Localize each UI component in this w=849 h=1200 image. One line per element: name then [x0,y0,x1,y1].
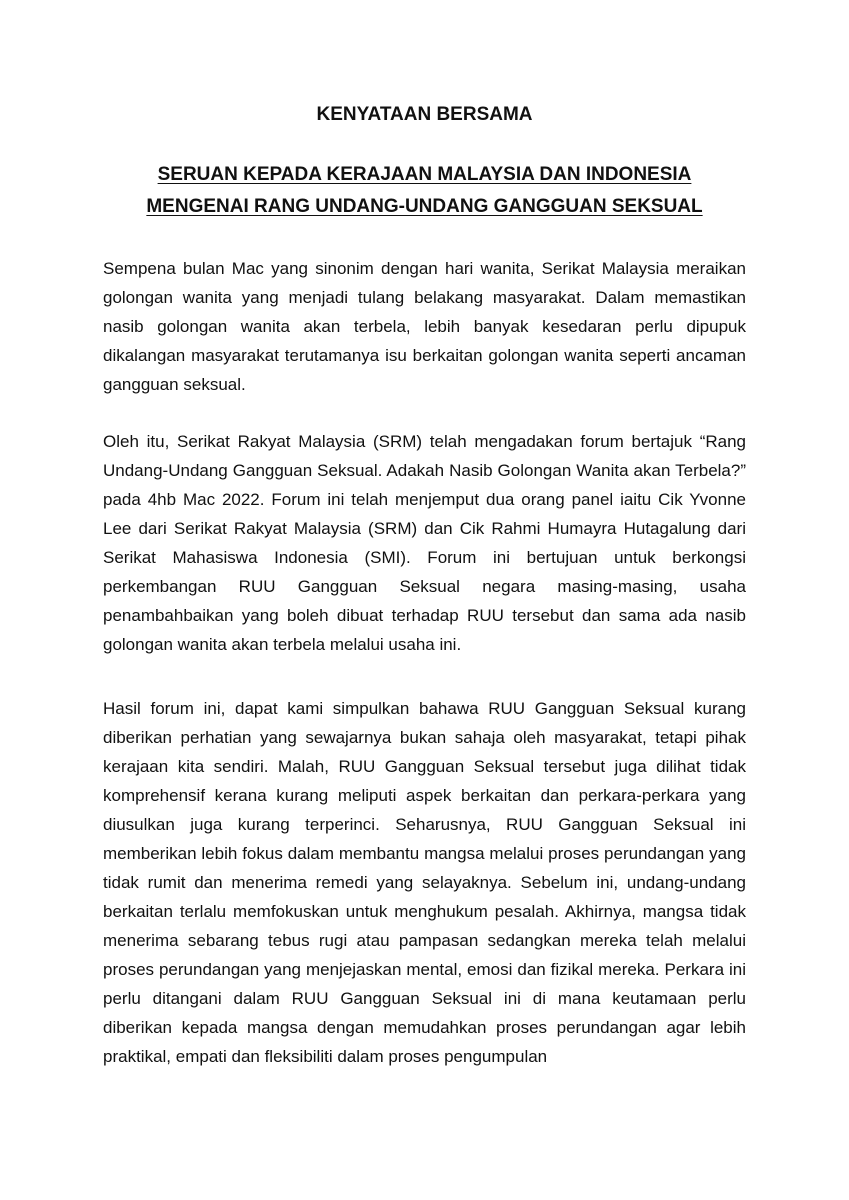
paragraph-intro: Sempena bulan Mac yang sinonim dengan hari wanita, Serikat Malaysia meraikan golongan wanita yang menjadi tulang belakang masyarakat. Dalam memastikan nasib golongan wanita akan terbela, lebih banyak kesedaran perlu dipupuk dikalangan masyarakat terutamanya isu berkaitan golongan wanita seperti ancaman gangguan seksual. [103,259,746,394]
document-heading: KENYATAAN BERSAMA [316,104,533,125]
paragraph-conclusion: Hasil forum ini, dapat kami simpulkan bahawa RUU Gangguan Seksual kurang diberikan perhatian yang sewajarnya bukan sahaja oleh masyarakat, tetapi pihak kerajaan kita sendiri. Malah, RUU Gangguan Seksual tersebut juga dilihat tidak komprehensif kerana kurang meliputi aspek berkaitan dan perkara-perkara yang diusulkan juga kurang terperinci. Seharusnya, RUU Gangguan Seksual ini memberikan lebih fokus dalam membantu mangsa melalui proses perundangan yang tidak rumit dan menerima remedi yang selayaknya. Sebelum ini, undang-undang berkaitan terlalu memfokuskan untuk menghukum pesalah. Akhirnya, mangsa tidak menerima sebarang tebus rugi atau pampasan sedangkan mereka telah melalui proses perundangan yang menjejaskan mental, emosi dan fizikal mereka. Perkara ini perlu ditangani dalam RUU Gangguan Seksual ini di mana keutamaan perlu diberikan kepada mangsa dengan memudahkan proses perundangan agar lebih praktikal, empati dan fleksibiliti dalam proses pengumpulan [103,699,746,1066]
document-subtitle-line-1: SERUAN KEPADA KERAJAAN MALAYSIA DAN INDONESIA [157,164,692,185]
document-subtitle-line-2: MENGENAI RANG UNDANG-UNDANG GANGGUAN SEKSUAL [146,196,703,217]
paragraph-forum: Oleh itu, Serikat Rakyat Malaysia (SRM) telah mengadakan forum bertajuk “Rang Undang-Undang Gangguan Seksual. Adakah Nasib Golongan Wanita akan Terbela?” pada 4hb Mac 2022. Forum ini telah menjemput dua orang panel iaitu Cik Yvonne Lee dari Serikat Rakyat Malaysia (SRM) dan Cik Rahmi Humayra Hutagalung dari Serikat Mahasiswa Indonesia (SMI). Forum ini bertujuan untuk berkongsi perkembangan RUU Gangguan Seksual negara masing-masing, usaha penambahbaikan yang boleh dibuat terhadap RUU tersebut dan sama ada nasib golongan wanita akan terbela melalui usaha ini. [103,432,746,654]
